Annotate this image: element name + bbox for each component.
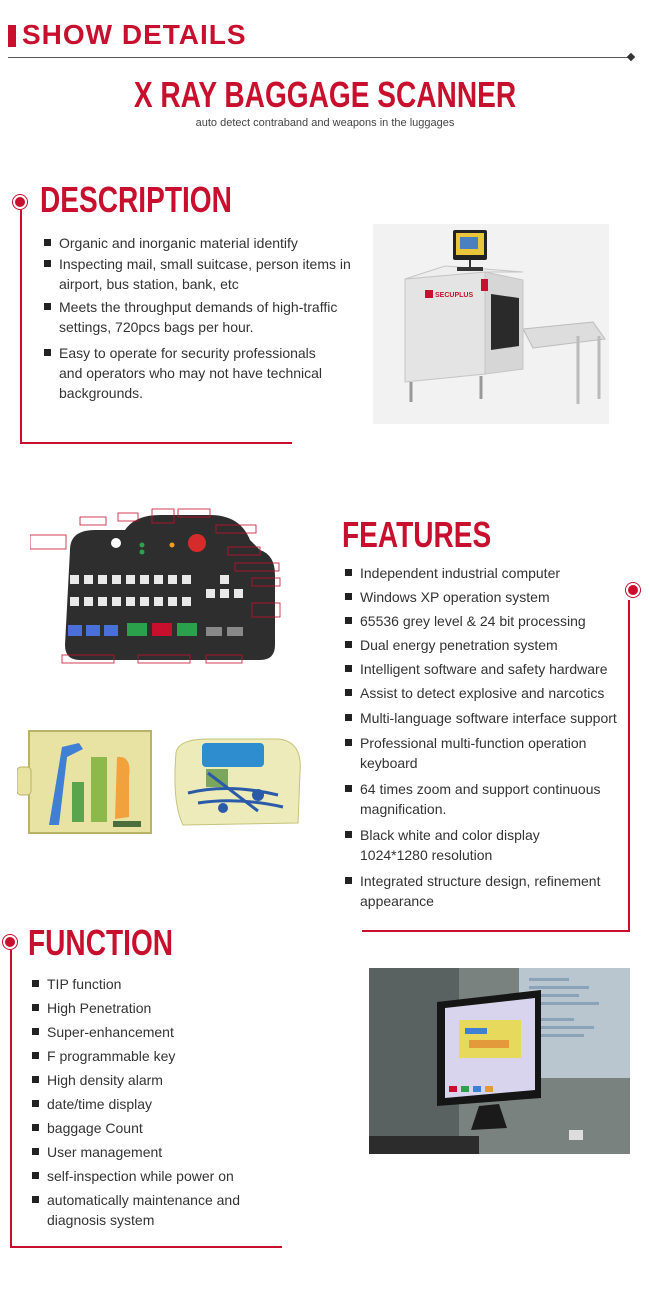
list-item: Multi-language software interface support (343, 708, 633, 728)
list-item: Black white and color display 1024*1280 resolution (343, 825, 570, 865)
list-item: Assist to detect explosive and narcotics (343, 683, 633, 703)
list-item: 65536 grey level & 24 bit processing (343, 611, 633, 631)
product-title: X RAY BAGGAGE SCANNER (133, 74, 517, 115)
function-bullet-dot (5, 937, 15, 947)
list-item: Intelligent software and safety hardware (343, 659, 633, 679)
list-item: Organic and inorganic material identify (42, 233, 362, 253)
description-frame-horizontal (20, 442, 292, 444)
monitor-display-image (369, 968, 630, 1154)
function-title: FUNCTION (28, 922, 174, 963)
list-item: High Penetration (30, 998, 270, 1018)
xray-machine-image (373, 224, 609, 424)
description-list (42, 233, 362, 403)
list-item: Independent industrial computer (343, 563, 633, 583)
svg-text:SECUPLUS: SECUPLUS (435, 292, 474, 299)
description-frame-vertical (20, 210, 22, 443)
header-accent-bar (8, 25, 16, 47)
xray-scan-image-bag (168, 733, 306, 833)
list-item: Windows XP operation system (343, 587, 633, 607)
description-bullet-dot (15, 197, 25, 207)
product-subtitle: auto detect contraband and weapons in the luggages (195, 117, 455, 129)
operation-keyboard-image (30, 505, 285, 675)
list-item: Inspecting mail, small suitcase, person items in airport, bus station, bank, etc (42, 254, 362, 294)
features-list (343, 563, 633, 911)
features-frame-horizontal (362, 930, 630, 932)
function-frame-vertical (10, 950, 12, 1248)
header-divider (8, 57, 632, 58)
list-item: 64 times zoom and support continuous magnification. (343, 779, 630, 819)
list-item: Integrated structure design, refinement appearance (343, 871, 630, 911)
list-item: Super-enhancement (30, 1022, 270, 1042)
list-item: User management (30, 1142, 270, 1162)
list-item: Professional multi-function operation keyboard (343, 733, 620, 773)
list-item: self-inspection while power on (30, 1166, 270, 1186)
list-item: TIP function (30, 974, 270, 994)
features-title: FEATURES (342, 514, 492, 555)
list-item: date/time display (30, 1094, 270, 1114)
list-item: Meets the throughput demands of high-traffic settings, 720pcs bags per hour. (42, 297, 362, 337)
xray-scan-image-suitcase (17, 727, 155, 837)
list-item: baggage Count (30, 1118, 270, 1138)
description-title: DESCRIPTION (40, 179, 232, 220)
header-divider-end (627, 53, 635, 61)
list-item: High density alarm (30, 1070, 270, 1090)
function-list (30, 974, 270, 1230)
function-frame-horizontal (10, 1246, 282, 1248)
list-item: F programmable key (30, 1046, 270, 1066)
list-item: Easy to operate for security professionals and operators who may not have technical backgrounds. (42, 343, 329, 403)
list-item: Dual energy penetration system (343, 635, 633, 655)
section-header-title: SHOW DETAILS (22, 19, 247, 50)
list-item: automatically maintenance and diagnosis system (30, 1190, 247, 1230)
